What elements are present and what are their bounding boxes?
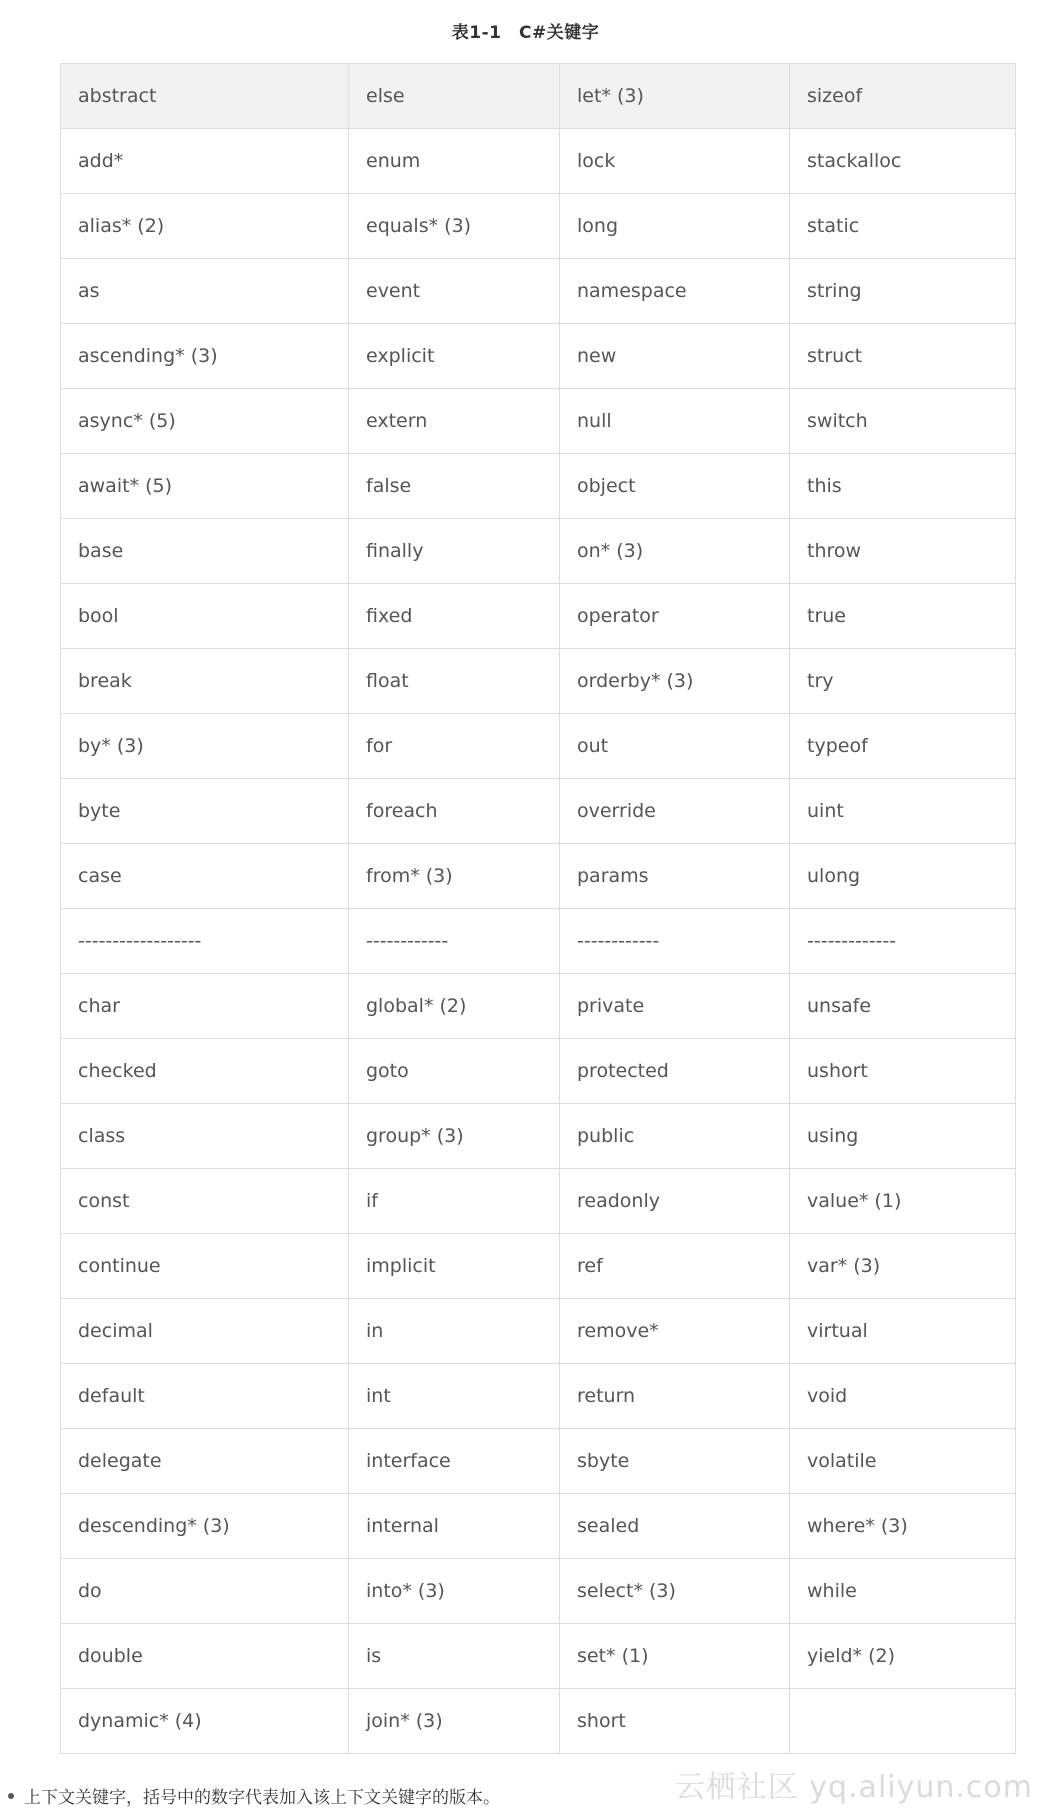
table-cell: on* (3) bbox=[560, 519, 790, 584]
table-header bbox=[61, 64, 1016, 129]
table-cell: this bbox=[790, 454, 1016, 519]
table-cell: uint bbox=[790, 779, 1016, 844]
table-cell: sealed bbox=[560, 1494, 790, 1559]
table-cell: unsafe bbox=[790, 974, 1016, 1039]
table-cell: while bbox=[790, 1559, 1016, 1624]
table-cell: ascending* (3) bbox=[61, 324, 349, 389]
table-row bbox=[61, 519, 1016, 584]
table-cell: switch bbox=[790, 389, 1016, 454]
table-cell: double bbox=[61, 1624, 349, 1689]
table-cell: do bbox=[61, 1559, 349, 1624]
table-cell: break bbox=[61, 649, 349, 714]
footnote-text: 上下文关键字，括号中的数字代表加入该上下文关键字的版本。 bbox=[24, 1788, 500, 1808]
table-cell: protected bbox=[560, 1039, 790, 1104]
table-cell: int bbox=[349, 1364, 560, 1429]
table-cell: goto bbox=[349, 1039, 560, 1104]
table-cell: select* (3) bbox=[560, 1559, 790, 1624]
table-cell: using bbox=[790, 1104, 1016, 1169]
table-caption: 表1-1 C#关键字 bbox=[451, 23, 600, 43]
table-row bbox=[61, 1299, 1016, 1364]
table-row bbox=[61, 1039, 1016, 1104]
table-cell: override bbox=[560, 779, 790, 844]
table-cell: into* (3) bbox=[349, 1559, 560, 1624]
table-cell: stackalloc bbox=[790, 129, 1016, 194]
header-cell: abstract bbox=[61, 64, 349, 129]
table-cell: decimal bbox=[61, 1299, 349, 1364]
table-row bbox=[61, 129, 1016, 194]
table-cell: fixed bbox=[349, 584, 560, 649]
table-cell: throw bbox=[790, 519, 1016, 584]
table-cell: equals* (3) bbox=[349, 194, 560, 259]
table-cell: null bbox=[560, 389, 790, 454]
table-cell: alias* (2) bbox=[61, 194, 349, 259]
table-cell: try bbox=[790, 649, 1016, 714]
table-cell: readonly bbox=[560, 1169, 790, 1234]
table-row bbox=[61, 974, 1016, 1039]
table-cell: by* (3) bbox=[61, 714, 349, 779]
table-cell: yield* (2) bbox=[790, 1624, 1016, 1689]
table-cell: explicit bbox=[349, 324, 560, 389]
table-cell: event bbox=[349, 259, 560, 324]
table-row bbox=[61, 1494, 1016, 1559]
table-row bbox=[61, 1429, 1016, 1494]
table-row bbox=[61, 1689, 1016, 1754]
table-cell: const bbox=[61, 1169, 349, 1234]
table-cell: async* (5) bbox=[61, 389, 349, 454]
table-cell: volatile bbox=[790, 1429, 1016, 1494]
table-cell: from* (3) bbox=[349, 844, 560, 909]
table-cell: where* (3) bbox=[790, 1494, 1016, 1559]
table-cell: typeof bbox=[790, 714, 1016, 779]
table-cell: if bbox=[349, 1169, 560, 1234]
table-cell: sbyte bbox=[560, 1429, 790, 1494]
table-cell: checked bbox=[61, 1039, 349, 1104]
table-cell: finally bbox=[349, 519, 560, 584]
table-row bbox=[61, 1169, 1016, 1234]
table-cell: default bbox=[61, 1364, 349, 1429]
table-row bbox=[61, 324, 1016, 389]
table-cell: lock bbox=[560, 129, 790, 194]
table-cell bbox=[790, 1689, 1016, 1754]
table-cell: long bbox=[560, 194, 790, 259]
table-row bbox=[61, 584, 1016, 649]
table-cell: byte bbox=[61, 779, 349, 844]
table-cell: out bbox=[560, 714, 790, 779]
table-cell: namespace bbox=[560, 259, 790, 324]
table-row bbox=[61, 1234, 1016, 1299]
table-cell: private bbox=[560, 974, 790, 1039]
table-cell: continue bbox=[61, 1234, 349, 1299]
table-row bbox=[61, 454, 1016, 519]
table-cell: ------------ bbox=[349, 909, 560, 974]
header-cell: else bbox=[349, 64, 560, 129]
table-cell: bool bbox=[61, 584, 349, 649]
keywords-table bbox=[60, 63, 1016, 1754]
table-cell: foreach bbox=[349, 779, 560, 844]
table-cell: virtual bbox=[790, 1299, 1016, 1364]
table-cell: as bbox=[61, 259, 349, 324]
header-row bbox=[61, 64, 1016, 129]
table-row bbox=[61, 389, 1016, 454]
table-cell: ushort bbox=[790, 1039, 1016, 1104]
table-cell: join* (3) bbox=[349, 1689, 560, 1754]
table-cell: ------------- bbox=[790, 909, 1016, 974]
table-cell: ref bbox=[560, 1234, 790, 1299]
table-cell: object bbox=[560, 454, 790, 519]
table-cell: base bbox=[61, 519, 349, 584]
table-cell: ------------------ bbox=[61, 909, 349, 974]
footnote bbox=[8, 1783, 500, 1808]
table-cell: orderby* (3) bbox=[560, 649, 790, 714]
table-row bbox=[61, 714, 1016, 779]
table-cell: true bbox=[790, 584, 1016, 649]
table-cell: dynamic* (4) bbox=[61, 1689, 349, 1754]
table-cell: delegate bbox=[61, 1429, 349, 1494]
table-cell: for bbox=[349, 714, 560, 779]
table-cell: ------------ bbox=[560, 909, 790, 974]
table-body bbox=[61, 129, 1016, 1754]
table-cell: var* (3) bbox=[790, 1234, 1016, 1299]
table-cell: short bbox=[560, 1689, 790, 1754]
table-cell: ulong bbox=[790, 844, 1016, 909]
table-cell: value* (1) bbox=[790, 1169, 1016, 1234]
table-row bbox=[61, 259, 1016, 324]
table-cell: remove* bbox=[560, 1299, 790, 1364]
table-row bbox=[61, 194, 1016, 259]
table-cell: enum bbox=[349, 129, 560, 194]
table-row bbox=[61, 649, 1016, 714]
table-row bbox=[61, 1364, 1016, 1429]
table-row bbox=[61, 1624, 1016, 1689]
table-row bbox=[61, 844, 1016, 909]
table-cell: interface bbox=[349, 1429, 560, 1494]
table-cell: group* (3) bbox=[349, 1104, 560, 1169]
table-row bbox=[61, 779, 1016, 844]
table-cell: case bbox=[61, 844, 349, 909]
table-cell: public bbox=[560, 1104, 790, 1169]
table-cell: char bbox=[61, 974, 349, 1039]
header-cell: sizeof bbox=[790, 64, 1016, 129]
table-cell: extern bbox=[349, 389, 560, 454]
table-cell: void bbox=[790, 1364, 1016, 1429]
table-row bbox=[61, 1104, 1016, 1169]
bullet-icon bbox=[8, 1793, 14, 1799]
table-row bbox=[61, 909, 1016, 974]
table-cell: operator bbox=[560, 584, 790, 649]
table-row bbox=[61, 1559, 1016, 1624]
table-cell: params bbox=[560, 844, 790, 909]
table-cell: internal bbox=[349, 1494, 560, 1559]
table-cell: static bbox=[790, 194, 1016, 259]
table-cell: return bbox=[560, 1364, 790, 1429]
table-cell: class bbox=[61, 1104, 349, 1169]
table-cell: in bbox=[349, 1299, 560, 1364]
table-cell: global* (2) bbox=[349, 974, 560, 1039]
table-cell: add* bbox=[61, 129, 349, 194]
table-cell: false bbox=[349, 454, 560, 519]
table-cell: is bbox=[349, 1624, 560, 1689]
table-cell: float bbox=[349, 649, 560, 714]
header-cell: let* (3) bbox=[560, 64, 790, 129]
table-cell: await* (5) bbox=[61, 454, 349, 519]
table-cell: implicit bbox=[349, 1234, 560, 1299]
table-cell: string bbox=[790, 259, 1016, 324]
table-cell: struct bbox=[790, 324, 1016, 389]
watermark: 云栖社区 yq.aliyun.com bbox=[674, 1770, 1033, 1805]
table-cell: set* (1) bbox=[560, 1624, 790, 1689]
table-cell: new bbox=[560, 324, 790, 389]
table-cell: descending* (3) bbox=[61, 1494, 349, 1559]
